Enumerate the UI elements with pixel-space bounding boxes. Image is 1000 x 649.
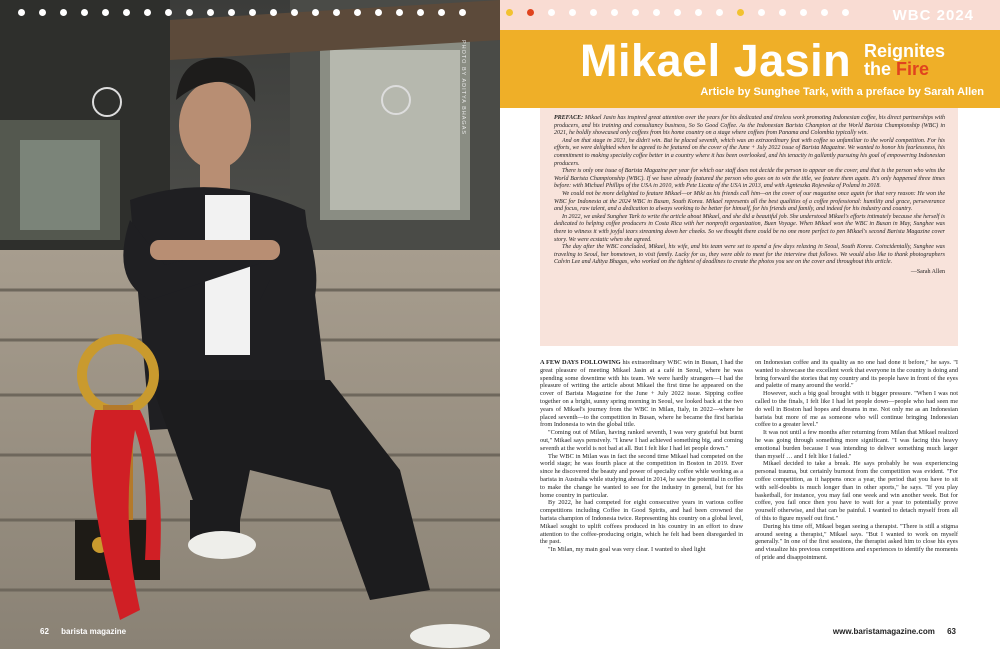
article-body xyxy=(540,359,958,562)
magazine-name-left: barista magazine xyxy=(61,627,127,636)
top-band xyxy=(500,0,1000,30)
preface-paragraph: We could not be more delighted to feature Mikael—or Miki as his friends call him—on the cover of our magazine once again for that very reason: He won the WBC for Indonesia at the 2024 WBC in Busan, South Korea. Mikael represents all the best qualities of a coffee professional: humility and grace, perseverance and focus, raw talent, and a dedication to always working to be better for himself, for his friends and family, and indeed for his industry and country. xyxy=(554,190,945,213)
article-title: Mikael Jasin xyxy=(580,35,852,86)
article-column-1 xyxy=(540,359,743,562)
title-side-fire: Fire xyxy=(896,59,930,79)
preface-paragraph: In 2022, we asked Sunghee Tark to write the article about Mikael, and she did a beautiful job. She understood Mikael's efforts intimately because she herself is dedicated to helping coffee producers in Costa Rica with her nonprofit organization, Buen Voyage. When Mikael won the WBC in Busan in May, Sunghee was there to witness it with joyful tears streaming down her cheeks. So we thought there could be no one more perfect to pen Mikael's second Barista Magazine cover story. We were ecstatic when she agreed. xyxy=(554,213,945,243)
page-number-left: 62 xyxy=(40,627,49,636)
article-paragraph: "In Milan, my main goal was very clear. I wanted to shed light xyxy=(548,546,706,554)
title-side-line1: Reignites xyxy=(864,41,946,61)
footer-right xyxy=(833,627,956,636)
preface-text: Mikael Jasin has inspired great attention over the years for his dedicated and tireless work promoting Indonesian coffee, his direct partnerships with producers, and his training and consultancy business, So So Good Coffee. As the Indonesian Barista Champion at the World Barista Championship (WBC) in 2021, he boldly showcased only coffees from his home country on a stage where coffees from Panama and Colombia typically win. xyxy=(554,115,946,137)
article-paragraph: During his time off, Mikael began seeing a therapist. "There is still a stigma around seeing a therapist," Mikael says. "But I wanted to work on myself generally." In one of the first sessions, the therapist asked him to close his eyes and visualize his previous competitions and experiences to identify the moments of pride and disappointment. xyxy=(755,522,958,561)
article-paragraph: However, such a big goal brought with it bigger pressure. "When I was not called to the finals, I felt like I had let people down—people who had seen me do well in Boston had hopes and dreams in me. Not only me as an Indonesian barista but more of me as someone who will continue bringing Indonesian coffee to a greater level." xyxy=(755,390,958,429)
page-number-right: 63 xyxy=(947,627,956,636)
right-page xyxy=(500,0,1000,649)
decorative-dots-right xyxy=(506,9,849,16)
article-paragraph: Mikael decided to take a break. He says probably he was experiencing personal trauma, but certainly burnout from the competition was evident. "For coffee competition, as it happens once a year, the period that you have to sit with self-doubts is much longer than in other sports," he says. "If you play basketball, for instance, you may fail one week and win another week. But for coffee, you fail once then you have to wait for a year to potentially prove yourself otherwise, and that can be painful. I wanted to detach myself from all of this to figure myself out first." xyxy=(755,460,958,522)
article-paragraph: It was not until a few months after returning from Milan that Mikael realized he was going through something more significant. "I was facing this heavy emotional burden because I was intending to deliver something much larger than myself … and I felt like I failed." xyxy=(755,429,958,460)
lead-in: A FEW DAYS FOLLOWING xyxy=(540,359,621,366)
article-paragraph: "Coming out of Milan, having ranked seventh, I was very grateful but burnt out," Mikael says pensively. "I knew I had achieved something big, and coming seventh at the world is not bad at all. But I felt like I had let people down." xyxy=(540,429,743,452)
website-link[interactable]: www.baristamagazine.com xyxy=(832,627,935,636)
title-side-the: the xyxy=(864,59,897,79)
preface-label: PREFACE: xyxy=(554,115,584,121)
lead-text: his extraordinary WBC win in Busan, I had the great pleasure of meeting Mikael Jasin at a café in Seoul, where he was spending some downtime with his team. We were hardly strangers—I had the pleasure of writing the article about Mikael the first time he appeared on the cover of Barista Magazine for the June + July 2022 issue. Sipping coffee together on a bright, sunny spring morning in Seoul, we looked back at the two years of Mikael's journey from the WBC in Milan, Italy, in 2022—where he placed seventh—to the competition in Busan, where he became the first barista from Indonesia to win the global title. xyxy=(540,359,743,429)
article-paragraph: By 2022, he had competed for eight consecutive years in various coffee competitions including Coffee in Good Spirits, and had been crowned the barista champion of Indonesia twice. Representing his country on a global level, Mikael sought to uplift coffees produced in his country in an effort to draw attention to the coffee-producing origin, which he felt had been disregarded in the past. xyxy=(540,499,743,546)
section-tag: WBC 2024 xyxy=(892,7,974,24)
preface-paragraph xyxy=(554,115,945,138)
decorative-dots-left xyxy=(18,9,466,16)
preface-paragraph: There is only one issue of Barista Magazine per year for which our staff does not decide the person to appear on the cover, and that is the person who wins the World Barista Championship (WBC). If we have already featured the person who goes on to win the title, we feature them again. It's only happened three times before: with Michael Phillips of the USA in 2010, with Pete Licata of the USA in 2013, and with Agnieszka Rojewska of Poland in 2018. xyxy=(554,168,945,190)
article-paragraph: on Indonesian coffee and its quality as no one had done it before," he says. "I wanted to showcase the excellent work that everyone in the country is doing and bring forward the stories that my country and its people have in front of the eyes and palette of many around the world." xyxy=(755,359,959,390)
preface-paragraph: And on that stage in 2021, he didn't win. But he placed seventh, which was an extraordinary feat with coffee so unfamiliar to the world competition. For his efforts, we were delighted when he agreed to be featured on the cover of the June + July 2022 issue of Barista Magazine. We wanted to honor his fearlessness, his commitment to making specialty coffee better in a country where it has been overlooked, and his tenacity in gallantly pursuing his goal of empowering Indonesian producers. xyxy=(554,137,945,167)
title-side xyxy=(864,42,945,78)
article-column-2 xyxy=(755,359,958,562)
title-side-line2 xyxy=(864,60,945,78)
byline: Article by Sunghee Tark, with a preface by Sarah Allen xyxy=(700,86,984,98)
preface-box xyxy=(540,108,958,346)
article-paragraph xyxy=(540,359,743,429)
title-band xyxy=(500,30,1000,108)
footer-left xyxy=(40,627,126,636)
article-paragraph: The WBC in Milan was in fact the second time Mikael had competed on the world stage; he was fourth place at the competition in Boston in 2019. Ever since he discovered the beauty and power of specialty coffee while working as a barista in Australia while studying abroad in 2014, he saw the potential in coffee to make the change he wanted to see for the industry in general, but for his home country in particular. xyxy=(540,452,743,499)
photo-credit: PHOTO BY ADITYA BHAGAS xyxy=(460,40,466,136)
preface-paragraph: The day after the WBC concluded, Mikael, his wife, and his team were set to spend a few days relaxing in Seoul, South Korea. Coincidentally, Sunghee was traveling to Seoul, her hometown, to visit family. Lucky for us, they were able to meet for the interview that follows. We would also like to thank photographers Calvin Lee and Aditya Bhagas, who worked on the tightest of deadlines to create the photos you see on the cover and throughout this article. xyxy=(554,244,945,266)
preface-signature: —Sarah Allen xyxy=(910,268,945,275)
